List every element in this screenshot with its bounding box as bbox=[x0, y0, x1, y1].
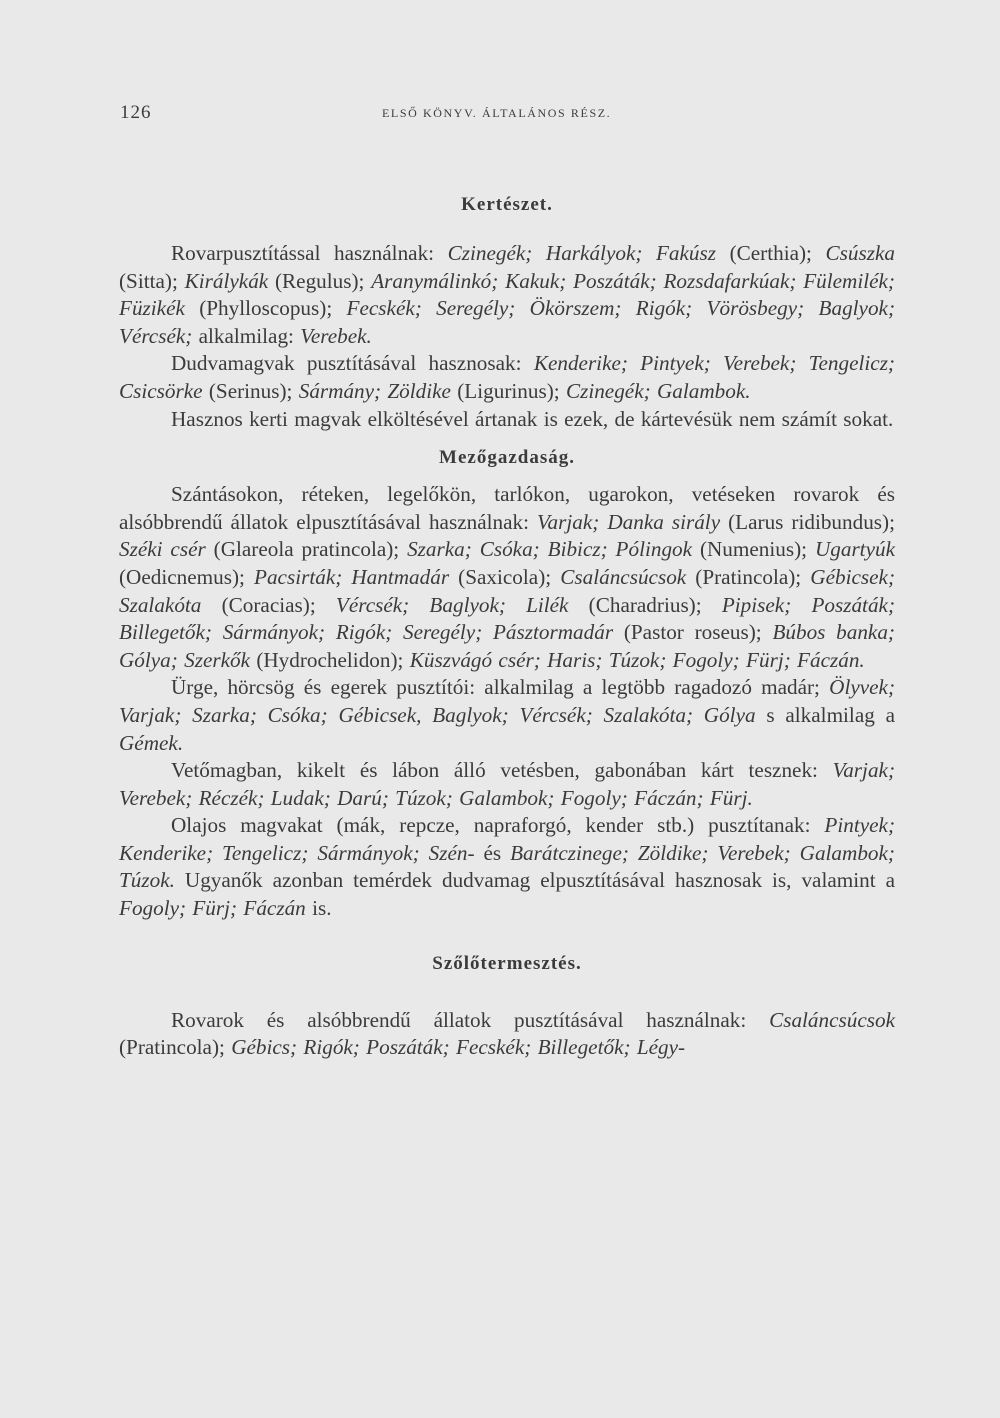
italic-species-text: Ugartyúk bbox=[814, 537, 895, 562]
italic-species-text: Verebek. bbox=[300, 323, 372, 348]
text-run: (Pratincola); bbox=[686, 564, 811, 589]
text-run: (Saxicola); bbox=[449, 564, 561, 589]
text-run: (Pratincola); bbox=[119, 1035, 232, 1060]
text-run: (Larus ridibundus); bbox=[720, 509, 895, 534]
italic-species-text: Fogoly; Fürj; Fáczán bbox=[119, 896, 306, 921]
paragraph bbox=[119, 406, 895, 434]
text-run: Dudvamagvak pusztításával hasznosak: bbox=[171, 351, 534, 376]
text-run: (Charadrius); bbox=[568, 592, 722, 617]
paragraph bbox=[119, 481, 895, 674]
page-number: 126 bbox=[120, 102, 152, 123]
italic-species-text: Pacsirták; Hantmadár bbox=[254, 564, 450, 589]
section-heading-mezogazdasag: Mezőgazdaság. bbox=[439, 447, 575, 469]
italic-species-text: Vércsék; Baglyok; Lilék bbox=[335, 592, 569, 617]
text-run: (Hydrochelidon); bbox=[250, 647, 410, 672]
paragraph bbox=[119, 812, 895, 922]
text-run: (Coracias); bbox=[201, 592, 336, 617]
italic-species-text: Pintyek; Kenderike; Tengelicz; Sármányok; Szén- bbox=[119, 813, 895, 865]
text-run: Rovarpusztítással használnak: bbox=[171, 241, 448, 265]
italic-species-text: Fecskék; Seregély; Ökörszem; Rigók; Vörösbegy; Baglyok; Vércsék; bbox=[119, 296, 896, 348]
body-text bbox=[119, 190, 895, 1062]
section-heading-szolotermesztes: Szőlőtermesztés. bbox=[432, 952, 582, 974]
text-run: s alkalmilag a bbox=[755, 702, 896, 727]
italic-species-text: Aranymálinkó; Kakuk; Poszáták; Rozsdafarkúak; Fülemilék; Füzikék bbox=[119, 268, 895, 321]
text-run: (Certhia); bbox=[716, 241, 826, 265]
text-run: (Pastor roseus); bbox=[613, 620, 773, 645]
italic-species-text: Csaláncsúcsok bbox=[560, 564, 687, 589]
italic-species-text: Sármány; Zöldike bbox=[298, 378, 451, 403]
italic-species-text: Czinegék; Harkályok; Fakúsz bbox=[447, 241, 716, 265]
paragraph bbox=[119, 674, 895, 757]
paragraph bbox=[119, 757, 895, 812]
text-run: Szántásokon, réteken, legelőkön, tarlókon, ugarokon, vetéseken rovarok és alsóbbrendű állatok elpusztításával használnak: bbox=[119, 482, 895, 534]
paragraph bbox=[119, 240, 895, 350]
italic-species-text: Kenderike; Pintyek; Verebek; Tengelicz; Csicsörke bbox=[119, 351, 895, 403]
italic-species-text: Barátczinege; Zöldike; Verebek; Galambok; Túzok. bbox=[119, 840, 895, 893]
italic-species-text: Gébics; Rigók; Poszáták; Fecskék; Billegetők; Légy- bbox=[231, 1035, 686, 1060]
italic-species-text: Ölyvek; Varjak; Szarka; Csóka; Gébicsek, Baglyok; Vércsék; Szalakóta; Gólya bbox=[119, 675, 895, 727]
text-run: Hasznos kerti magvak elköltésével ártanak is ezek, de kártevésük nem számít sokat. bbox=[171, 406, 894, 431]
italic-species-text: Csúszka bbox=[825, 241, 895, 265]
text-run: (Regulus); bbox=[268, 268, 372, 293]
italic-species-text: Gémek. bbox=[119, 730, 184, 755]
text-run: (Oedicnemus); bbox=[119, 564, 255, 589]
paragraph bbox=[119, 350, 895, 405]
running-title: ELSŐ KÖNYV. ÁLTALÁNOS RÉSZ. bbox=[382, 106, 612, 120]
text-run: (Phylloscopus); bbox=[184, 296, 347, 321]
text-run: (Serinus); bbox=[202, 378, 299, 403]
text-run: Vetőmagban, kikelt és lábon álló vetésben, gabonában kárt tesznek: bbox=[171, 758, 833, 783]
text-run: (Numenius); bbox=[692, 537, 815, 562]
text-run: Ürge, hörcsög és egerek pusztítói: alkalmilag a legtöbb ragadozó madár; bbox=[171, 675, 830, 700]
text-run: is. bbox=[305, 896, 332, 921]
italic-species-text: Szarka; Csóka; Bibicz; Pólingok bbox=[407, 537, 693, 562]
text-run: Olajos magvakat (mák, repcze, napraforgó, kender stb.) pusztítanak: bbox=[171, 813, 825, 838]
italic-species-text: Varjak; Verebek; Réczék; Ludak; Darú; Túzok; Galambok; Fogoly; Fáczán; Fürj. bbox=[119, 758, 895, 810]
italic-species-text: Küszvágó csér; Haris; Túzok; Fogoly; Fürj; Fáczán. bbox=[409, 647, 865, 672]
text-run: (Sitta); bbox=[119, 268, 185, 293]
text-run: Ugyanők azonban temérdek dudvamag elpusztításával hasznosak is, valamint a bbox=[174, 868, 895, 893]
text-run: és bbox=[474, 840, 511, 865]
italic-species-text: Pipisek; Poszáták; Billegetők; Sármányok; Rigók; Seregély; Pásztormadár bbox=[119, 592, 896, 645]
italic-species-text: Királykák bbox=[184, 268, 269, 293]
text-run: alkalmilag: bbox=[192, 323, 301, 348]
italic-species-text: Búbos banka; Gólya; Szerkők bbox=[119, 620, 895, 672]
italic-species-text: Varjak; Danka sirály bbox=[536, 509, 721, 534]
text-run: Rovarok és alsóbbrendű állatok pusztításával használnak: bbox=[171, 1007, 770, 1032]
text-run: (Ligurinus); bbox=[450, 378, 566, 403]
section-heading-kerteszet: Kertészet. bbox=[461, 194, 553, 215]
paragraph bbox=[119, 1007, 895, 1062]
italic-species-text: Czinegék; Galambok. bbox=[565, 378, 751, 403]
running-head bbox=[0, 102, 1000, 128]
italic-species-text: Csaláncsúcsok bbox=[769, 1007, 895, 1032]
italic-species-text: Széki csér bbox=[119, 537, 206, 562]
text-run: (Glareola pratincola); bbox=[205, 537, 408, 562]
italic-species-text: Gébicsek; Szalakóta bbox=[119, 564, 895, 617]
